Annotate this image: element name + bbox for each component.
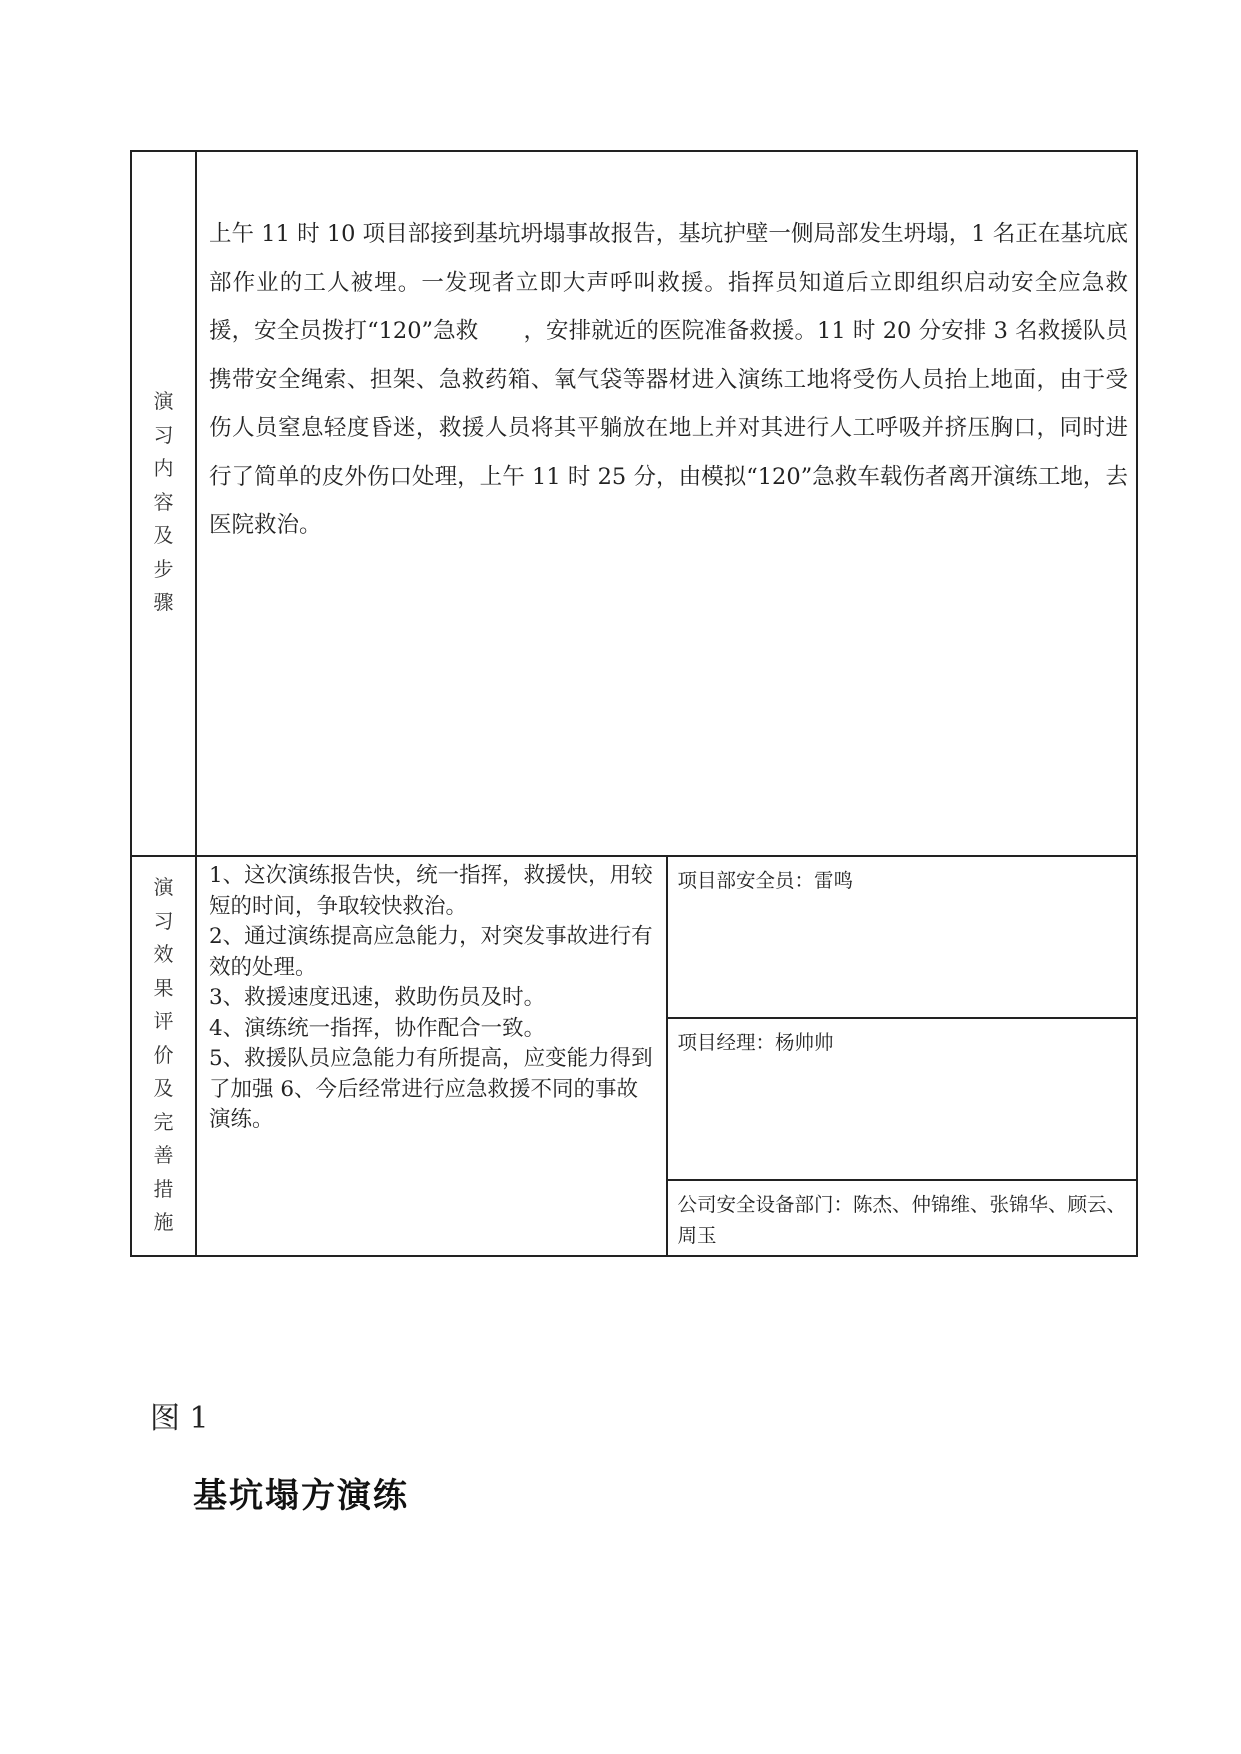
label-char: 容 [153,489,174,514]
drill-evaluation-row [131,856,1137,1018]
label-char: 习 [153,908,174,933]
label-char: 内 [153,456,174,480]
drill-evaluation-label-cell [131,856,196,1256]
label-char: 施 [153,1210,174,1234]
drill-content-label [132,152,195,620]
company-dept-signature: 公司安全设备部门：陈杰、仲锦维、张锦华、顾云、周玉 [677,1193,1127,1247]
label-char: 演 [153,875,174,899]
company-dept-cell [667,1180,1138,1256]
evaluation-item: 2、通过演练提高应急能力，对突发事故进行有效的处理。 [209,924,653,980]
drill-record-table [130,150,1138,1257]
label-char: 果 [153,975,174,1000]
drill-content-row [131,151,1137,856]
safety-officer-signature: 项目部安全员：雷鸣 [677,869,854,892]
label-char: 步 [153,556,174,581]
label-char: 善 [153,1143,174,1167]
label-char: 演 [153,389,174,413]
drill-evaluation-label [132,857,195,1240]
evaluation-item: 4、演练统一指挥，协作配合一致。 [209,1015,546,1041]
label-char: 价 [153,1042,174,1067]
figure-label: 图 1 [150,1401,209,1436]
label-char: 效 [153,942,174,966]
safety-officer-cell [667,856,1138,1018]
label-char: 及 [153,523,174,547]
project-manager-signature: 项目经理：杨帅帅 [677,1031,834,1054]
evaluation-item: 3、救援速度迅速，救助伤员及时。 [209,985,546,1010]
label-char: 评 [153,1009,174,1033]
label-char: 完 [153,1109,174,1134]
figure-title: 基坑塌方演练 [193,1476,409,1516]
drill-content-label-cell [131,151,196,856]
drill-content-text: 上午 11 时 10 项目部接到基坑坍塌事故报告，基坑护壁一侧局部发生坍塌，1 名正在基坑底部作业的工人被埋。一发现者立即大声呼叫救援。指挥员知道后立即组织启动安全应急救援，安全员拨打“120”急救 ，安排就近的医院准备救援。11 时 20 分安排 3 名救援队员携带安全绳索、担架、急救药箱、氧气袋等器材进入演练工地将受伤人员抬上地面，由于受伤人员窒息轻度昏迷，救援人员将其平躺放在地上并对其进行人工呼吸并挤压胸口，同时进行了简单的皮外伤口处理，上午 11 时 25 分，由模拟“120”急救车载伤者离开演练工地，去医院救治。 [209,221,1128,538]
drill-evaluation-list [197,857,666,1136]
label-char: 习 [153,422,174,447]
label-char: 措 [153,1176,174,1201]
evaluation-item: 1、这次演练报告快，统一指挥，救援快，用较短的时间，争取较快救治。 [209,863,653,919]
evaluation-item: 5、救援队员应急能力有所提高，应变能力得到了加强 6、今后经常进行应急救援不同的事故演练。 [209,1046,653,1132]
drill-evaluation-cell [196,856,667,1256]
project-manager-cell [667,1018,1138,1180]
label-char: 骤 [153,590,174,614]
label-char: 及 [153,1076,174,1100]
drill-content-cell [196,151,1137,856]
